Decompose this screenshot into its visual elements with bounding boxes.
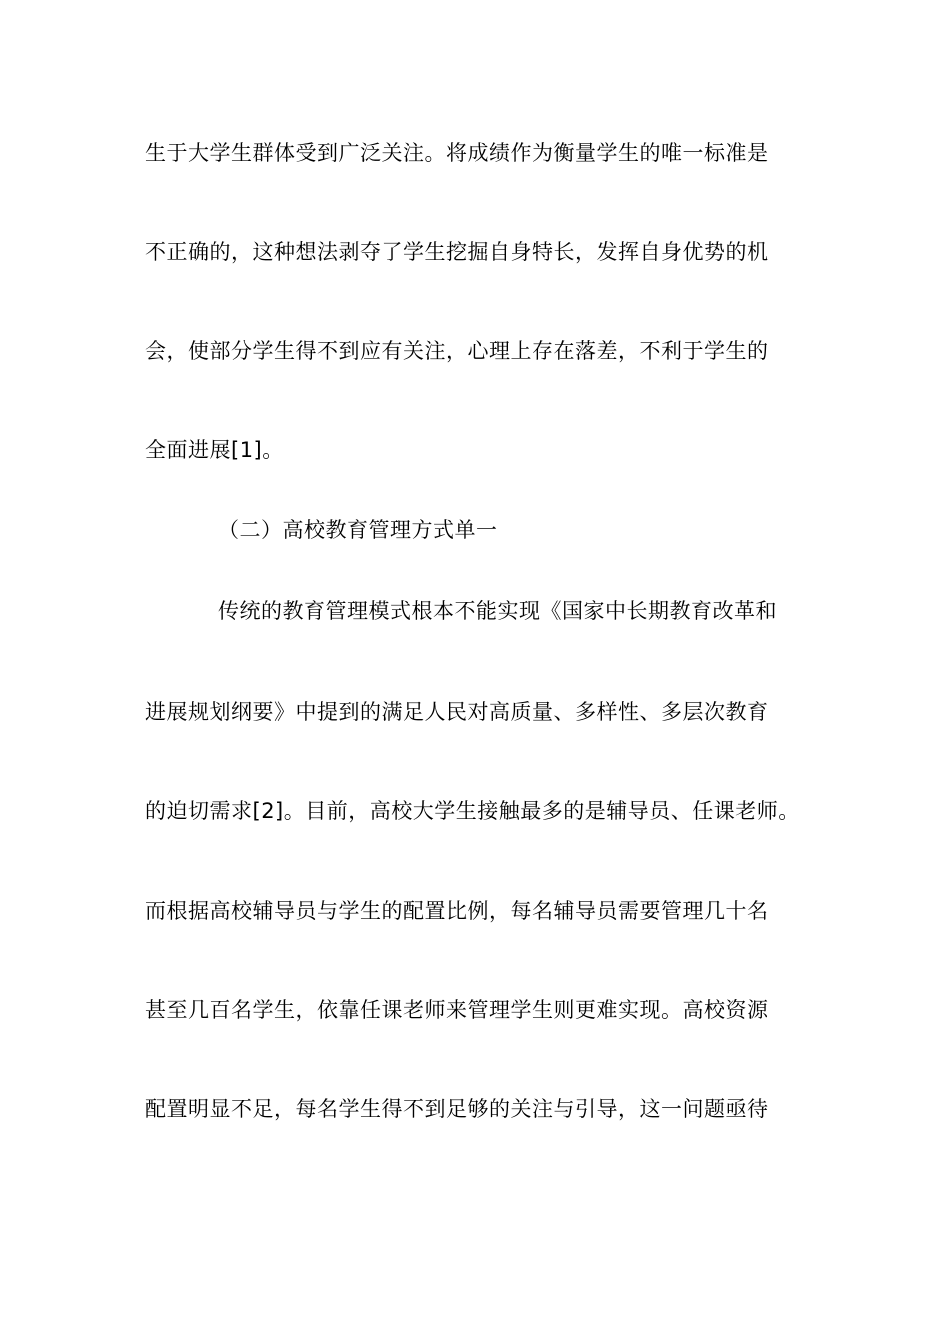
paragraph-line: 全面进展[1]。 xyxy=(145,438,284,462)
paragraph-line: 不正确的，这种想法剥夺了学生挖掘自身特长，发挥自身优势的机 xyxy=(145,240,769,264)
paragraph-line: 的迫切需求[2]。目前，高校大学生接触最多的是辅导员、任课老师。 xyxy=(145,799,800,823)
paragraph-line: 生于大学生群体受到广泛关注。将成绩作为衡量学生的唯一标准是 xyxy=(145,141,769,165)
paragraph-line: 配置明显不足，每名学生得不到足够的关注与引导，这一问题亟待 xyxy=(145,1097,769,1121)
paragraph-line: 而根据高校辅导员与学生的配置比例，每名辅导员需要管理几十名 xyxy=(145,899,769,923)
section-heading: （二）高校教育管理方式单一 xyxy=(218,518,498,542)
paragraph-line: 会，使部分学生得不到应有关注，心理上存在落差，不利于学生的 xyxy=(145,339,769,363)
paragraph-line: 传统的教育管理模式根本不能实现《国家中长期教育改革和 xyxy=(218,599,777,623)
paragraph-line: 甚至几百名学生，依靠任课老师来管理学生则更难实现。高校资源 xyxy=(145,998,769,1022)
paragraph-line: 进展规划纲要》中提到的满足人民对高质量、多样性、多层次教育 xyxy=(145,700,769,724)
